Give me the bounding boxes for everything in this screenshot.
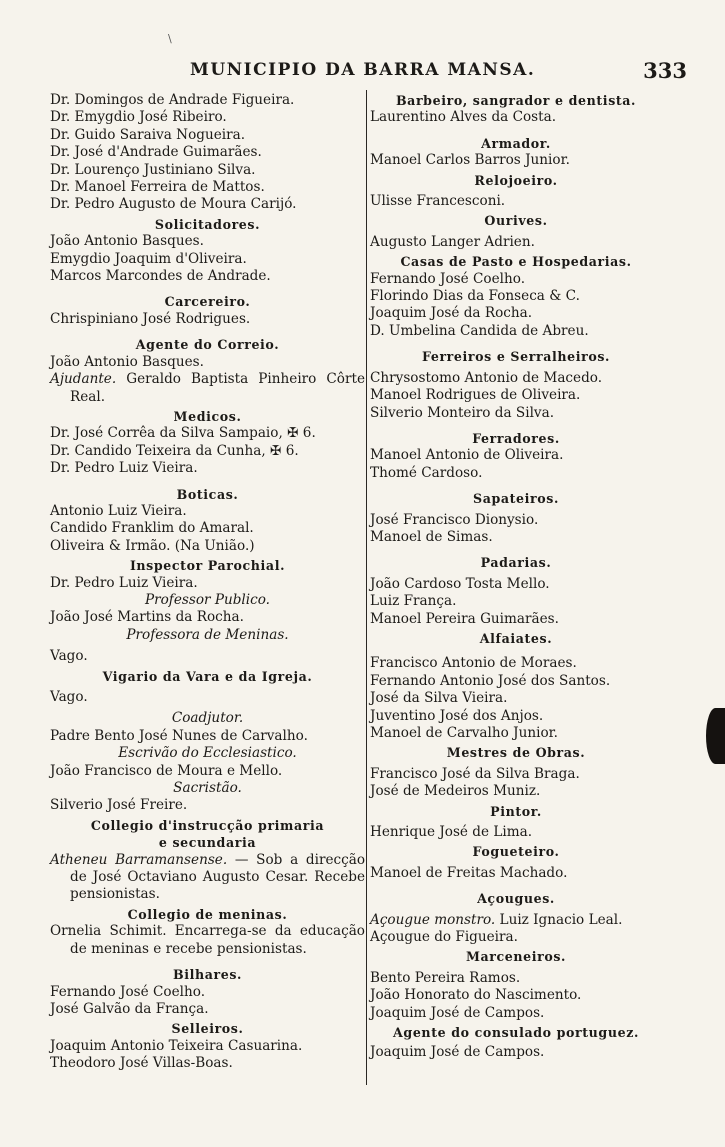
list-item (50, 371, 365, 406)
list-item: João Francisco de Moura e Mello. (50, 762, 283, 779)
list-item: Dr. Lourenço Justiniano Silva. (50, 161, 256, 178)
section-heading-collegio: Collegio d'instrucção primaria (90, 817, 325, 833)
left-column (50, 92, 365, 1073)
section-heading-padarias: Padarias. (480, 555, 552, 571)
list-item: João Antonio Basques. (50, 233, 204, 250)
subheading: Escrivão do Ecclesiastico. (118, 745, 297, 762)
page-header (0, 60, 725, 88)
page-number: 333 (643, 58, 687, 83)
list-item: Fernando José Coelho. (50, 983, 206, 1000)
section-heading-fogueteiro: Fogueteiro. (472, 844, 560, 860)
section-heading-consulado: Agente do consulado portuguez. (393, 1025, 639, 1041)
list-item: Padre Bento José Nunes de Carvalho. (50, 727, 308, 744)
advogados-list (50, 92, 365, 214)
list-item: Augusto Langer Adrien. (370, 233, 535, 250)
stray-mark: \ (168, 32, 172, 45)
list-item: Dr. Domingos de Andrade Figueira. (50, 92, 295, 108)
section-heading-inspector: Inspector Parochial. (129, 558, 286, 574)
list-item: Dr. Candido Teixeira da Cunha, ✠ 6. (50, 442, 299, 459)
right-column (370, 92, 662, 1061)
list-item: Emygdio Joaquim d'Oliveira. (50, 250, 247, 267)
ink-blot (706, 708, 725, 764)
list-item: Dr. Pedro Augusto de Moura Carijó. (50, 196, 297, 213)
list-item: Henrique José de Lima. (370, 824, 533, 841)
list-item: João José Martins da Rocha. (50, 609, 244, 626)
section-heading-collegio-2: e secundaria (158, 835, 257, 851)
subheading: Coadjutor. (171, 710, 244, 727)
list-item: Dr. Pedro Luiz Vieira. (50, 460, 198, 477)
list-item: João Antonio Basques. (50, 353, 204, 370)
list-item: Joaquim José de Campos. (370, 1004, 545, 1021)
section-heading-alfaiates: Alfaiates. (479, 630, 553, 646)
section-heading-vigario: Vigario da Vara e da Igreja. (102, 668, 313, 684)
column-divider (366, 90, 367, 1085)
list-item: Manoel Pereira Guimarães. (370, 610, 559, 627)
section-heading-ferradores: Ferradores. (472, 430, 560, 446)
section-heading-ferreiros: Ferreiros e Serralheiros. (421, 349, 611, 365)
list-item: Dr. Pedro Luiz Vieira. (50, 574, 198, 591)
section-heading-casas: Casas de Pasto e Hospedarias. (400, 254, 632, 270)
list-item: Vago. (50, 648, 88, 665)
list-item: José da Silva Vieira. (370, 690, 508, 707)
list-item: Thomé Cardoso. (370, 464, 483, 481)
section-heading-relojoeiro: Relojoeiro. (474, 172, 558, 188)
list-item: Oliveira & Irmão. (Na União.) (50, 537, 255, 554)
list-item: Dr. Manoel Ferreira de Mattos. (50, 179, 265, 196)
list-item: Ulisse Francesconi. (370, 193, 506, 210)
section-heading-correio: Agente do Correio. (135, 337, 280, 353)
list-item: José Galvão da França. (50, 1000, 209, 1017)
section-heading-armador: Armador. (481, 135, 551, 151)
list-item: Luiz França. (370, 593, 457, 610)
ajudante-label: Ajudante. (50, 371, 117, 388)
collegio-name: Atheneu Barramansense. (50, 851, 228, 868)
list-item: João Honorato do Nascimento. (370, 987, 582, 1004)
section-heading-selleiros: Selleiros. (171, 1021, 244, 1037)
page-title: MUNICIPIO DA BARRA MANSA. (190, 60, 536, 80)
list-item: Laurentino Alves da Costa. (370, 109, 557, 126)
section-heading-boticas: Boticas. (176, 486, 239, 502)
section-heading-marceneiros: Marceneiros. (465, 949, 567, 965)
list-item: Dr. Emygdio José Ribeiro. (50, 109, 227, 126)
list-item: Dr. José Corrêa da Silva Sampaio, ✠ 6. (50, 425, 316, 442)
list-item: Joaquim José da Rocha. (370, 305, 533, 322)
list-item: Chrispiniano José Rodrigues. (50, 310, 251, 327)
list-item: D. Umbelina Candida de Abreu. (370, 322, 589, 339)
acougue-name: Açougue monstro. (370, 911, 496, 928)
list-item (370, 912, 662, 929)
list-item (50, 852, 365, 904)
section-heading-acougues: Açougues. (477, 891, 555, 907)
subheading: Sacristão. (173, 780, 242, 797)
section-heading-sapateiros: Sapateiros. (473, 491, 559, 507)
list-item: Juventino José dos Anjos. (370, 707, 544, 724)
list-item: Vago. (50, 689, 88, 705)
section-heading-solicitadores: Solicitadores. (154, 216, 261, 232)
list-item: Manoel Antonio de Oliveira. (370, 447, 564, 464)
list-item: José Francisco Dionysio. (370, 511, 539, 528)
list-item: Chrysostomo Antonio de Macedo. (370, 369, 603, 386)
section-heading-medicos: Medicos. (173, 408, 242, 424)
list-item: Manoel de Carvalho Junior. (370, 725, 558, 741)
section-heading-pintor: Pintor. (490, 803, 542, 819)
subheading: Professor Publico. (144, 591, 271, 608)
list-item: Joaquim José de Campos. (370, 1043, 545, 1060)
list-item: João Cardoso Tosta Mello. (370, 575, 550, 592)
list-item: Dr. José d'Andrade Guimarães. (50, 144, 262, 161)
list-item: José de Medeiros Muniz. (370, 783, 541, 800)
list-item: Marcos Marcondes de Andrade. (50, 268, 271, 285)
list-item: Antonio Luiz Vieira. (50, 502, 187, 519)
list-item: Manoel de Simas. (370, 528, 493, 545)
section-heading-ourives: Ourives. (484, 213, 548, 229)
section-heading-mestres: Mestres de Obras. (446, 745, 586, 761)
list-item: Francisco José da Silva Braga. (370, 765, 580, 782)
list-item: Ornelia Schimit. Encarrega-se da educação de meninas e recebe pensionistas. (50, 923, 365, 957)
list-item: Joaquim Antonio Teixeira Casuarina. (50, 1037, 303, 1054)
list-item: Bento Pereira Ramos. (370, 969, 521, 986)
section-heading-barbeiro: Barbeiro, sangrador e dentista. (395, 93, 637, 108)
list-item: Açougue do Figueira. (370, 929, 518, 946)
list-item: Fernando Antonio José dos Santos. (370, 672, 611, 689)
list-item: Theodoro José Villas-Boas. (50, 1055, 233, 1072)
list-item: Silverio Monteiro da Silva. (370, 404, 555, 421)
section-heading-meninas: Collegio de meninas. (127, 906, 288, 922)
section-heading-bilhares: Bilhares. (172, 967, 243, 983)
list-item: Manoel de Freitas Machado. (370, 864, 568, 881)
subheading: Professora de Meninas. (126, 626, 289, 643)
section-heading-carcereiro: Carcereiro. (164, 294, 251, 310)
acougue-owner: Luiz Ignacio Leal. (495, 911, 623, 928)
list-item: Silverio José Freire. (50, 797, 188, 814)
list-item: Francisco Antonio de Moraes. (370, 655, 577, 672)
ajudante-text: Geraldo Baptista Pinheiro Côrte Real. (70, 371, 365, 405)
list-item: Manoel Carlos Barros Junior. (370, 152, 570, 169)
list-item: Florindo Dias da Fonseca & C. (370, 288, 580, 305)
list-item: Candido Franklim do Amaral. (50, 520, 254, 537)
collegio-text: — Sob a direcção de José Octaviano Augusto Cesar. Recebe pensionistas. (70, 851, 365, 903)
list-item: Fernando José Coelho. (370, 270, 526, 287)
list-item: Dr. Guido Saraiva Nogueira. (50, 126, 246, 143)
list-item: Manoel Rodrigues de Oliveira. (370, 387, 581, 404)
